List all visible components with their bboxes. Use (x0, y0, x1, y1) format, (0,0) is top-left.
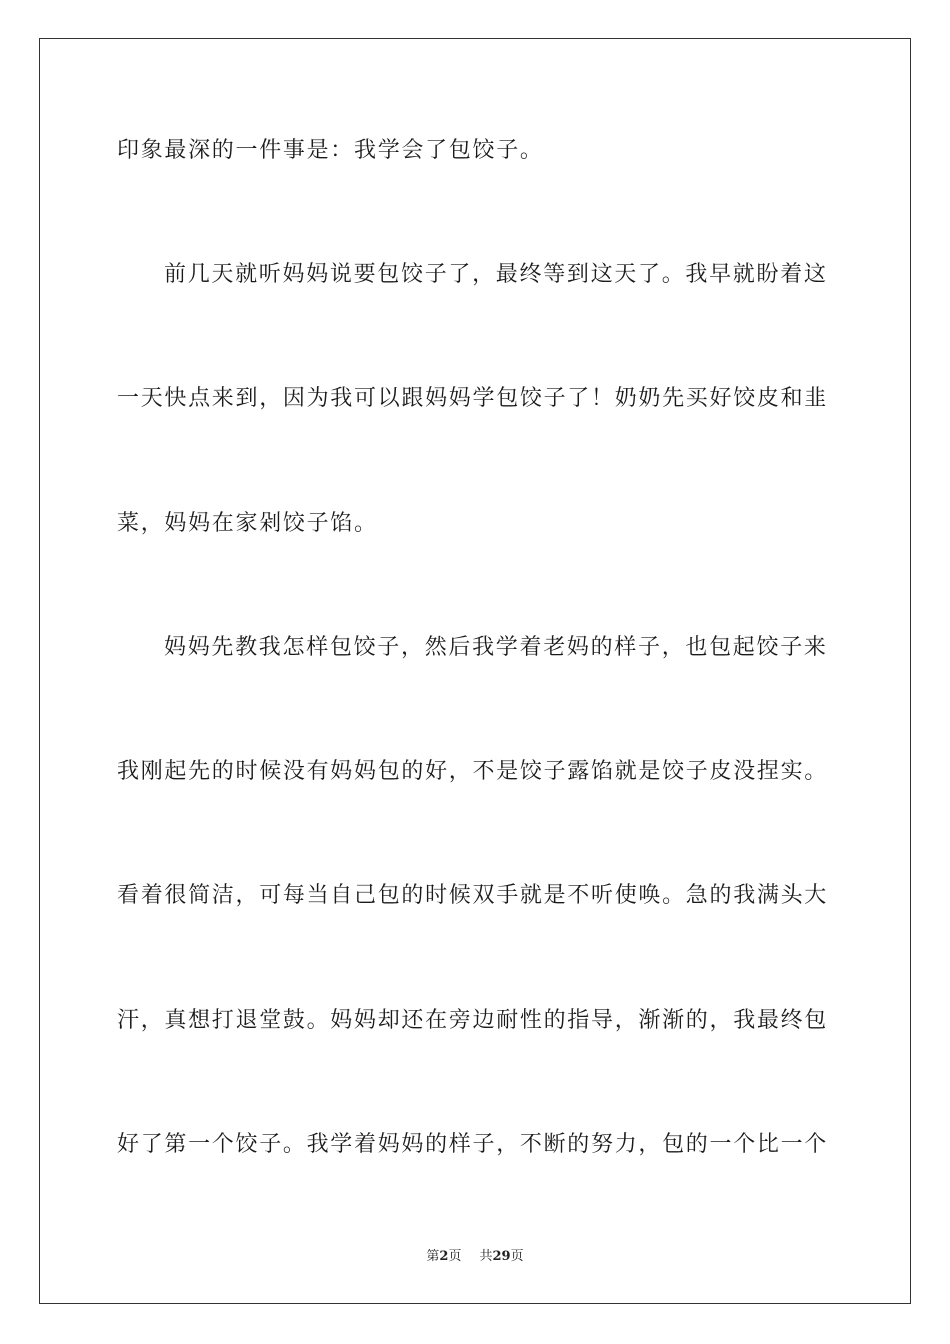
total-pages-indicator: 共29页 (479, 1249, 524, 1264)
text-line-1: 印象最深的一件事是：我学会了包饺子。 (117, 138, 544, 163)
paragraph-2-line-1: 前几天就听妈妈说要包饺子了，最终等到这天了。我早就盼着这 (164, 262, 828, 287)
paragraph-2-line-3: 菜，妈妈在家剁饺子馅。 (117, 511, 378, 536)
paragraph-3-line-3: 看着很简洁，可每当自己包的时候双手就是不听使唤。急的我满头大 (117, 883, 829, 908)
paragraph-3-line-4: 汗，真想打退堂鼓。妈妈却还在旁边耐性的指导，渐渐的，我最终包 (117, 1008, 829, 1033)
paragraph-3-line-2: 我刚起先的时候没有妈妈包的好，不是饺子露馅就是饺子皮没捏实。 (117, 759, 829, 784)
paragraph-3-line-1: 妈妈先教我怎样包饺子，然后我学着老妈的样子，也包起饺子来 (164, 635, 828, 660)
page-indicator: 第2页 (426, 1249, 462, 1264)
current-page-number: 2 (439, 1249, 449, 1264)
paragraph-2-line-2: 一天快点来到，因为我可以跟妈妈学包饺子了！奶奶先买好饺皮和韭 (117, 386, 829, 411)
paragraph-3-line-5: 好了第一个饺子。我学着妈妈的样子，不断的努力，包的一个比一个 (117, 1132, 829, 1157)
page-footer (0, 1248, 950, 1266)
page-border (39, 38, 911, 1304)
total-page-number: 29 (492, 1249, 511, 1264)
